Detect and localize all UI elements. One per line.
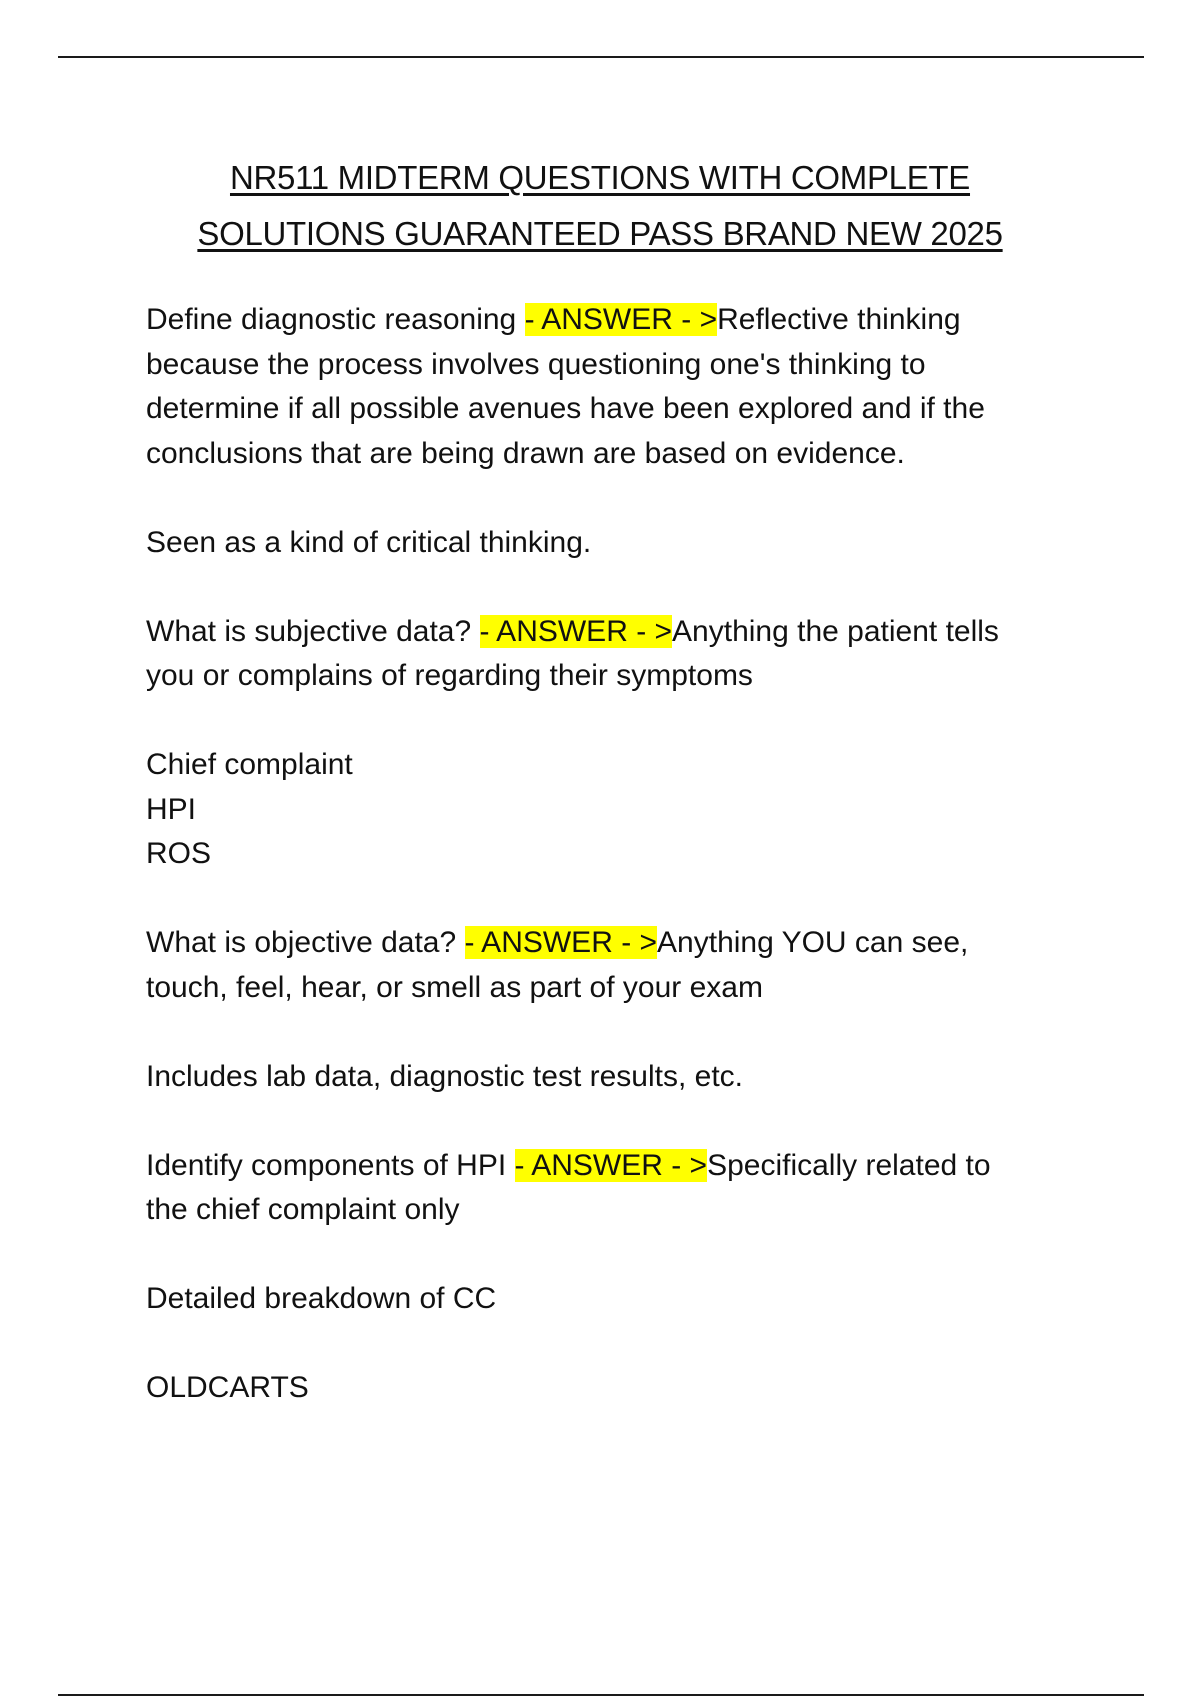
note-line: Seen as a kind of critical thinking. [146, 525, 592, 559]
qa-item [146, 921, 1146, 1010]
qa-first-line [146, 610, 1146, 655]
note-line: Includes lab data, diagnostic test results, etc. [146, 1059, 743, 1093]
answer-marker: - ANSWER - > [514, 1148, 708, 1182]
answer-text: Anything the patient tells [672, 614, 999, 648]
question-text: Identify components of HPI [146, 1148, 515, 1182]
qa-item [146, 610, 1146, 699]
question-text: What is subjective data? [146, 614, 480, 648]
top-divider [58, 56, 1144, 58]
document-title [80, 150, 1120, 262]
note-line: HPI [146, 792, 197, 826]
answer-text: Anything YOU can see, [657, 926, 969, 959]
answer-marker: - ANSWER - > [464, 926, 658, 959]
answer-text: Specifically related to [707, 1148, 991, 1182]
question-text: What is objective data? [146, 926, 465, 959]
title-line-2: SOLUTIONS GUARANTEED PASS BRAND NEW 2025 [197, 215, 1003, 252]
document-body [146, 298, 1146, 1411]
note-block [146, 1055, 1146, 1100]
question-text: Define diagnostic reasoning [146, 303, 525, 336]
note-line: ROS [146, 837, 212, 870]
answer-line: determine if all possible avenues have been explored and if the [146, 392, 985, 425]
answer-line: the chief complaint only [146, 1193, 460, 1226]
qa-item [146, 298, 1146, 476]
answer-line: touch, feel, hear, or smell as part of your exam [146, 970, 763, 1004]
qa-first-line [146, 921, 1146, 966]
answer-line: you or complains of regarding their symptoms [146, 659, 753, 692]
note-line: OLDCARTS [146, 1371, 309, 1404]
answer-marker: - ANSWER - > [524, 303, 718, 336]
note-block [146, 521, 1146, 566]
answer-line: because the process involves questioning one's thinking to [146, 347, 926, 381]
qa-item [146, 1144, 1146, 1233]
qa-first-line [146, 1144, 1146, 1189]
note-line: Chief complaint [146, 748, 353, 781]
note-line: Detailed breakdown of CC [146, 1282, 497, 1315]
answer-marker: - ANSWER - > [479, 614, 673, 648]
answer-text: Reflective thinking [717, 303, 961, 336]
title-line-1: NR511 MIDTERM QUESTIONS WITH COMPLETE [229, 159, 971, 196]
note-block [146, 1366, 1146, 1411]
qa-first-line [146, 298, 1146, 343]
bottom-divider [58, 1694, 1144, 1696]
note-block [146, 743, 1146, 877]
note-block [146, 1277, 1146, 1322]
answer-line: conclusions that are being drawn are based on evidence. [146, 436, 905, 470]
